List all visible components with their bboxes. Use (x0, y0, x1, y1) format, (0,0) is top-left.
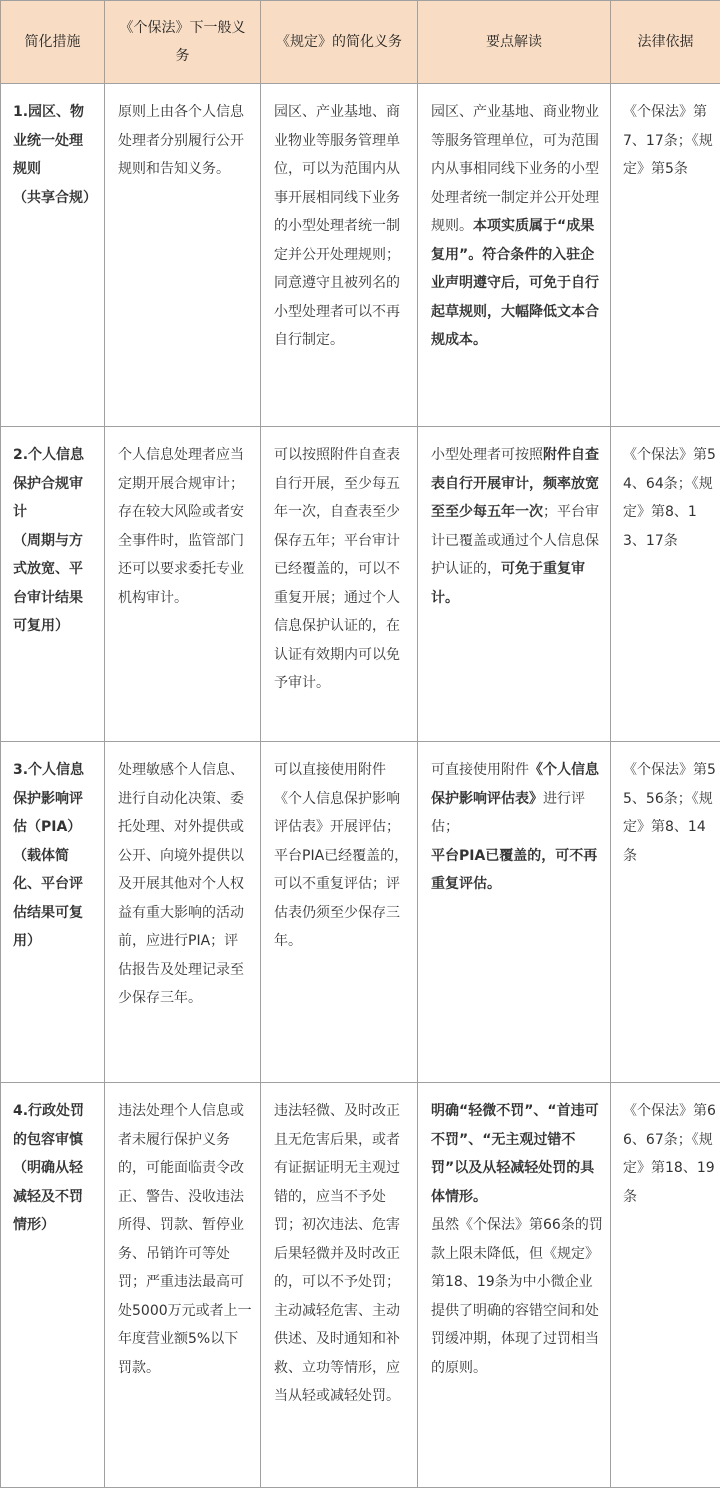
measure-cell (1, 1083, 105, 1488)
key-points-emphasis: 明确“轻微不罚”、“首违可不罚”、“无主观过错不罚”以及从轻减轻处罚的具体情形。 (431, 1103, 599, 1205)
measure-cell (1, 427, 105, 742)
key-points-emphasis: 平台PIA已覆盖的，可不再重复评估。 (431, 848, 597, 893)
header-general-obligation: 《个保法》下一般义务 (105, 1, 261, 84)
measure-cell (1, 742, 105, 1083)
simplified-obligation-cell: 园区、产业基地、商业物业等服务管理单位，可以为范围内从事开展相同线下业务的小型处理者统一制定并公开处理规则；同意遵守且被列名的小型处理者可以不再自行制定。 (261, 84, 418, 427)
key-points-emphasis: 《个人信息保护影响评估表》 (431, 762, 599, 807)
measure-subtitle: （载体简化、平台评估结果可复用） (13, 842, 96, 956)
key-points-text: 小型处理者可按照 (431, 447, 543, 463)
key-points-cell (418, 84, 611, 427)
key-points-emphasis: 附件自查表自行开展审计，频率放宽至至少每五年一次 (431, 447, 599, 520)
key-points-cell (418, 742, 611, 1083)
table-row (1, 1083, 720, 1488)
table-row (1, 427, 720, 742)
table-row (1, 84, 720, 427)
header-key-points: 要点解读 (418, 1, 611, 84)
simplified-obligation-cell: 违法轻微、及时改正且无危害后果，或者有证据证明无主观过错的，应当不予处罚；初次违法、危害后果轻微并及时改正的，可以不予处罚；主动减轻危害、主动供述、及时通知和补救、立功等情形，应当从轻或减轻处罚。 (261, 1083, 418, 1488)
header-legal-basis: 法律依据 (611, 1, 720, 84)
general-obligation-cell: 处理敏感个人信息、进行自动化决策、委托处理、对外提供或公开、向境外提供以及开展其他对个人权益有重大影响的活动前，应进行PIA；评估报告及处理记录至少保存三年。 (105, 742, 261, 1083)
general-obligation-cell: 违法处理个人信息或者未履行保护义务的，可能面临责令改正、警告、没收违法所得、罚款、暂停业务、吊销许可等处罚；严重违法最高可处5000万元或者上一年度营业额5%以下罚款。 (105, 1083, 261, 1488)
table-row (1, 742, 720, 1083)
simplified-obligation-cell: 可以直接使用附件《个人信息保护影响评估表》开展评估；平台PIA已经覆盖的，可以不重复评估；评估表仍须至少保存三年。 (261, 742, 418, 1083)
legal-basis-cell: 《个保法》第55、56条；《规定》第8、14条 (611, 742, 720, 1083)
key-points-text: ；平台审计已覆盖或通过个人信息保护认证的， (431, 504, 599, 577)
table-header-row (1, 1, 720, 84)
measure-title: 4.行政处罚的包容审慎（明确从轻减轻及不罚情形） (13, 1097, 96, 1240)
key-points-text: 虽然《个保法》第66条的罚款上限未降低，但《规定》第18、19条为中小微企业提供了明确的容错空间和处罚缓冲期，体现了过罚相当的原则。 (431, 1217, 603, 1376)
key-points-emphasis: 本项实质属于“成果复用”。符合条件的入驻企业声明遵守后，可免于自行起草规则，大幅降低文本合规成本。 (431, 218, 599, 348)
general-obligation-cell: 个人信息处理者应当定期开展合规审计；存在较大风险或者安全事件时，监管部门还可以要求委托专业机构审计。 (105, 427, 261, 742)
key-points-text: 进行评估； (431, 791, 585, 836)
measure-title: 3.个人信息保护影响评估（PIA） (13, 756, 96, 842)
measure-subtitle: （周期与方式放宽、平台审计结果可复用） (13, 527, 96, 641)
measure-title: 1.园区、物业统一处理规则 (13, 98, 96, 184)
key-points-text: 园区、产业基地、商业物业等服务管理单位，可为范围内从事相同线下业务的小型处理者统一制定并公开处理规则。 (431, 104, 599, 234)
legal-basis-cell: 《个保法》第54、64条；《规定》第8、13、17条 (611, 427, 720, 742)
measure-subtitle: （共享合规） (13, 184, 96, 213)
header-measure: 简化措施 (1, 1, 105, 84)
simplified-obligation-cell: 可以按照附件自查表自行开展，至少每五年一次，自查表至少保存五年；平台审计已经覆盖的，可以不重复开展；通过个人信息保护认证的，在认证有效期内可以免予审计。 (261, 427, 418, 742)
key-points-text: 可直接使用附件 (431, 762, 529, 778)
measure-cell (1, 84, 105, 427)
key-points-emphasis: 可免于重复审计。 (431, 561, 585, 606)
general-obligation-cell: 原则上由各个人信息处理者分别履行公开规则和告知义务。 (105, 84, 261, 427)
key-points-cell (418, 427, 611, 742)
key-points-cell (418, 1083, 611, 1488)
legal-basis-cell: 《个保法》第66、67条；《规定》第18、19条 (611, 1083, 720, 1488)
header-simplified-obligation: 《规定》的简化义务 (261, 1, 418, 84)
legal-basis-cell: 《个保法》第7、17条；《规定》第5条 (611, 84, 720, 427)
measure-title: 2.个人信息保护合规审计 (13, 441, 96, 527)
